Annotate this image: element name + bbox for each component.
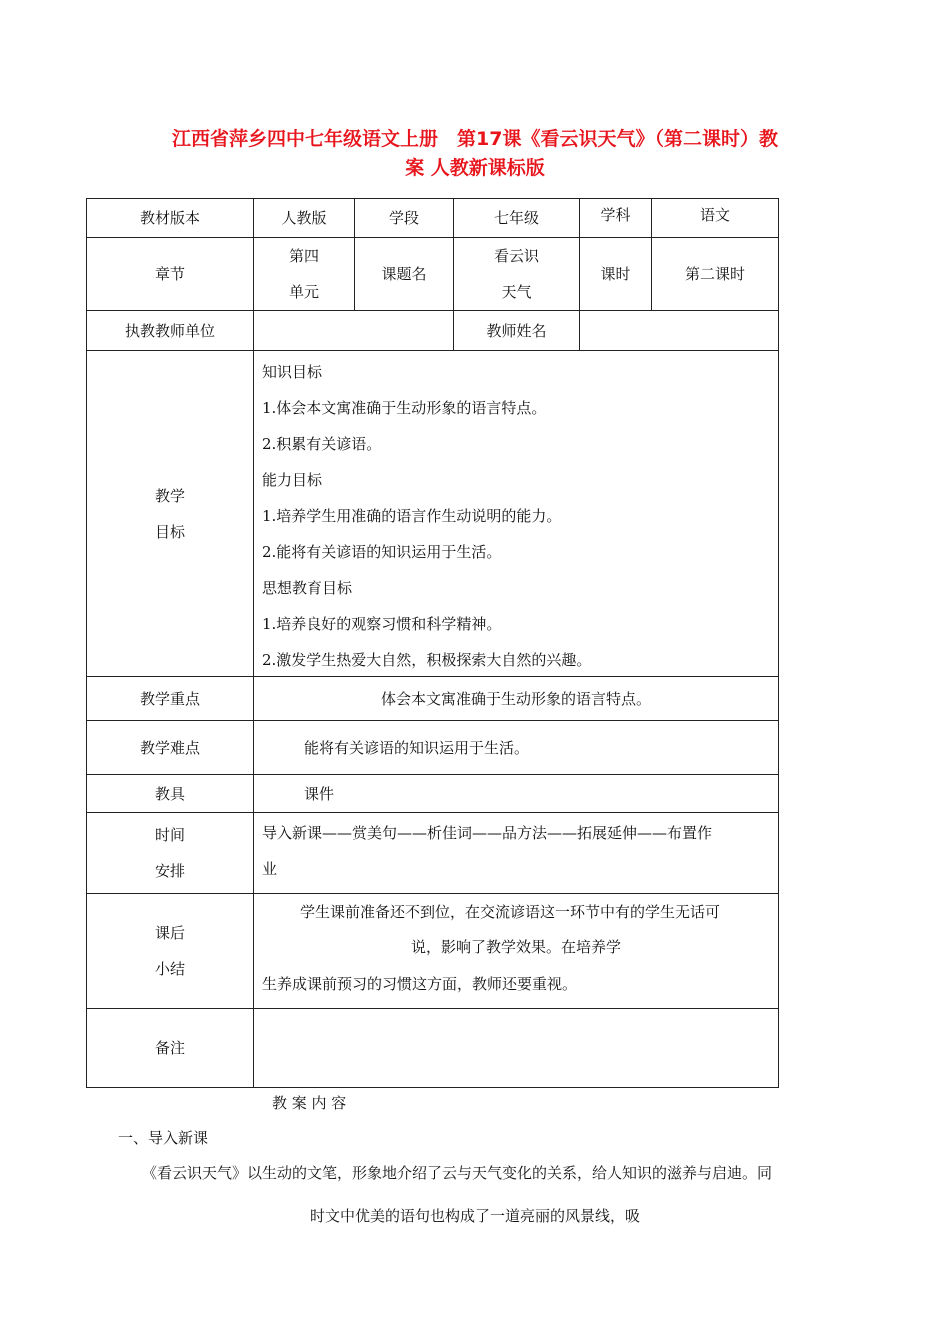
teaching-goals-label — [86, 350, 254, 677]
goal-line: 1.培养学生用准确的语言作生动说明的能力。 — [262, 507, 562, 525]
goal-line: 1.体会本文寓准确于生动形象的语言特点。 — [262, 399, 547, 417]
teaching-tools-label: 教具 — [86, 774, 254, 813]
lesson-title-label: 课题名 — [354, 237, 454, 311]
lesson-title-value — [453, 237, 580, 311]
goal-line: 思想教育目标 — [262, 579, 353, 597]
teacher-name-value — [579, 310, 779, 351]
summary-value — [253, 893, 779, 1009]
document-title-line1: 江西省萍乡四中七年级语文上册 第17课《看云识天气》（第二课时）教 — [172, 128, 778, 150]
teacher-unit-value — [253, 310, 454, 351]
period-value: 第二课时 — [651, 237, 779, 311]
lesson-title-line2: 天气 — [501, 283, 532, 301]
schedule-label-line1: 时间 — [154, 826, 185, 844]
schedule-value — [253, 812, 779, 894]
goal-line: 2.激发学生热爱大自然，积极探索大自然的兴趣。 — [262, 651, 592, 669]
teaching-goals-content — [253, 350, 779, 677]
difficulty-label: 教学难点 — [86, 720, 254, 775]
school-stage-label: 学段 — [354, 198, 454, 238]
subject-value: 语文 — [651, 198, 779, 238]
chapter-value — [253, 237, 355, 311]
summary-line3: 生养成课前预习的习惯这方面，教师还要重视。 — [262, 975, 578, 993]
schedule-line1: 导入新课——赏美句——析佳词——品方法——拓展延伸——布置作 — [262, 824, 713, 842]
content-heading: 教 案 内 容 — [272, 1094, 347, 1112]
summary-label — [86, 893, 254, 1009]
goal-line: 知识目标 — [262, 363, 323, 381]
goal-line: 2.积累有关谚语。 — [262, 435, 382, 453]
summary-label-line2: 小结 — [154, 960, 185, 978]
schedule-label — [86, 812, 254, 894]
goal-line: 能力目标 — [262, 471, 323, 489]
subject-label: 学科 — [579, 198, 652, 238]
teaching-goals-label-line2: 目标 — [154, 522, 185, 541]
lesson-plan-table — [86, 198, 779, 1088]
school-stage-value: 七年级 — [453, 198, 580, 238]
summary-line1: 学生课前准备还不到位，在交流谚语这一环节中有的学生无话可 — [300, 903, 721, 921]
section-heading: 一、导入新课 — [118, 1129, 209, 1147]
schedule-label-line2: 安排 — [154, 862, 185, 880]
goal-line: 2.能将有关谚语的知识运用于生活。 — [262, 543, 502, 561]
teacher-name-label: 教师姓名 — [453, 310, 580, 351]
teacher-unit-label: 执教教师单位 — [86, 310, 254, 351]
schedule-line2: 业 — [262, 860, 278, 878]
chapter-value-line1: 第四 — [288, 247, 319, 265]
teaching-goals-label-line1: 教学 — [154, 486, 185, 505]
lesson-title-line1: 看云识 — [493, 247, 539, 265]
paragraph-line: 《看云识天气》以生动的文笔，形象地介绍了云与天气变化的关系，给人知识的滋养与启迪。同 — [142, 1164, 773, 1182]
notes-value — [253, 1008, 779, 1088]
teaching-tools-value: 课件 — [253, 774, 779, 813]
summary-label-line1: 课后 — [154, 924, 185, 942]
key-point-label: 教学重点 — [86, 676, 254, 721]
key-point-value: 体会本文寓准确于生动形象的语言特点。 — [253, 676, 779, 721]
period-label: 课时 — [579, 237, 652, 311]
notes-label: 备注 — [86, 1008, 254, 1088]
difficulty-value: 能将有关谚语的知识运用于生活。 — [253, 720, 779, 775]
textbook-version-value: 人教版 — [253, 198, 355, 238]
paragraph-line: 时文中优美的语句也构成了一道亮丽的风景线，吸 — [309, 1207, 640, 1225]
chapter-value-line2: 单元 — [288, 283, 319, 301]
chapter-label: 章节 — [86, 237, 254, 311]
document-title-line2: 案 人教新课标版 — [405, 157, 545, 179]
textbook-version-label: 教材版本 — [86, 198, 254, 238]
goal-line: 1.培养良好的观察习惯和科学精神。 — [262, 615, 502, 633]
summary-line2: 说，影响了教学效果。在培养学 — [410, 938, 621, 956]
